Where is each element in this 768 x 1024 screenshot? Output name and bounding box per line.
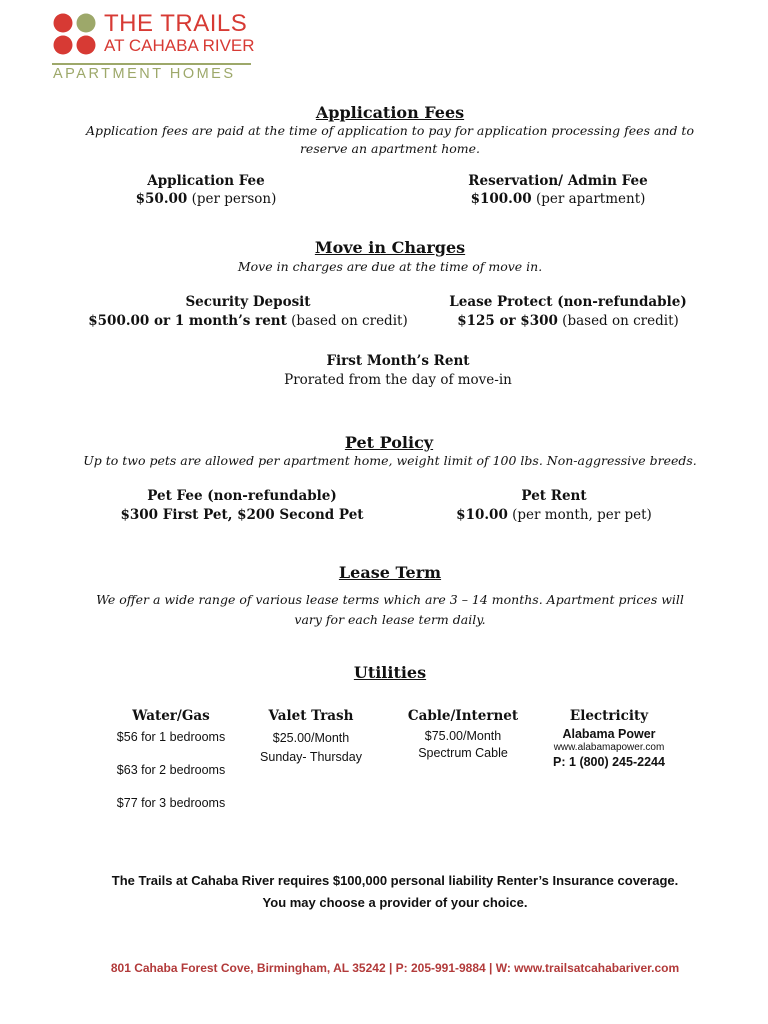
logo-dot xyxy=(77,36,96,55)
logo-dot xyxy=(77,14,96,33)
utility-electricity xyxy=(534,708,684,769)
security-deposit-label: Security Deposit xyxy=(185,294,311,310)
insurance-requirement: The Trails at Cahaba River requires $100,000 personal liability Renter’s Insurance coverage. xyxy=(111,873,679,888)
application-fee-label: Application Fee xyxy=(147,173,265,189)
move-in-intro: Move in charges are due at the time of move in. xyxy=(237,259,543,274)
insurance-provider-note: You may choose a provider of your choice. xyxy=(262,895,528,910)
electricity-provider: Alabama Power xyxy=(562,727,656,741)
pet-rent-value: $10.00 (per month, per pet) xyxy=(456,507,652,523)
security-deposit-value: $500.00 or 1 month’s rent (based on credit) xyxy=(88,313,408,329)
electricity-phone: P: 1 (800) 245-2244 xyxy=(553,755,665,769)
pet-fee-block xyxy=(82,488,402,523)
valet-trash-rate: $25.00/Month xyxy=(272,731,350,745)
move-in-heading: Move in Charges xyxy=(314,238,466,257)
pet-rent-block xyxy=(404,488,704,523)
cable-internet-rate: $75.00/Month xyxy=(424,729,502,743)
utility-cable-internet xyxy=(388,708,538,760)
lease-protect-value: $125 or $300 (based on credit) xyxy=(457,313,679,329)
logo-dot xyxy=(54,14,73,33)
security-deposit-block xyxy=(58,294,438,329)
utility-water-gas xyxy=(96,708,246,810)
logo-tagline: APARTMENT HOMES xyxy=(53,66,236,82)
cable-internet-provider: Spectrum Cable xyxy=(418,746,508,760)
logo-dots-icon xyxy=(52,12,98,58)
water-gas-rate: $56 for 1 bedrooms xyxy=(116,730,226,744)
first-month-rent-value: Prorated from the day of move-in xyxy=(284,372,512,388)
reservation-fee-block xyxy=(408,173,708,207)
reservation-fee-value: $100.00 (per apartment) xyxy=(470,191,646,207)
application-fees-intro: Application fees are paid at the time of application to pay for application processing fees and to reserve an apartment home. xyxy=(85,123,694,156)
application-fee-block xyxy=(56,173,356,207)
water-gas-rate: $77 for 3 bedrooms xyxy=(116,796,226,810)
logo-subtitle: AT CAHABA RIVER xyxy=(104,36,255,55)
logo-title: THE TRAILS xyxy=(104,10,248,37)
application-fees-heading: Application Fees xyxy=(315,103,465,122)
water-gas-label: Water/Gas xyxy=(132,708,210,724)
lease-term-intro: We offer a wide range of various lease terms which are 3 – 14 months. Apartment prices will vary for each lease term daily. xyxy=(96,592,684,627)
valet-trash-schedule: Sunday- Thursday xyxy=(260,750,362,764)
cable-internet-label: Cable/Internet xyxy=(407,708,519,724)
first-month-rent-block xyxy=(198,353,598,388)
valet-trash-label: Valet Trash xyxy=(268,708,354,724)
lease-protect-label: Lease Protect (non-refundable) xyxy=(449,294,687,310)
electricity-label: Electricity xyxy=(569,708,649,724)
utility-valet-trash xyxy=(236,708,386,764)
pet-fee-label: Pet Fee (non-refundable) xyxy=(147,488,337,504)
pet-rent-label: Pet Rent xyxy=(521,488,587,504)
electricity-website-link[interactable]: www.alabamapower.com xyxy=(553,742,665,753)
lease-term-heading: Lease Term xyxy=(338,563,442,582)
lease-protect-block xyxy=(418,294,718,329)
footer-contact: 801 Cahaba Forest Cove, Birmingham, AL 35242 | P: 205-991-9884 | W: www.trailsatcahabariver.com xyxy=(110,961,680,975)
pet-policy-heading: Pet Policy xyxy=(344,433,434,452)
logo-dot xyxy=(54,36,73,55)
logo xyxy=(52,12,262,80)
pet-policy-intro: Up to two pets are allowed per apartment home, weight limit of 100 lbs. Non-aggressive breeds. xyxy=(83,453,697,468)
application-fee-value: $50.00 (per person) xyxy=(135,191,277,207)
pet-fee-value: $300 First Pet, $200 Second Pet xyxy=(120,507,364,523)
first-month-rent-label: First Month’s Rent xyxy=(326,353,470,369)
insurance-notice xyxy=(0,870,768,914)
reservation-fee-label: Reservation/ Admin Fee xyxy=(468,173,648,189)
water-gas-rate: $63 for 2 bedrooms xyxy=(116,763,226,777)
logo-rule xyxy=(52,63,251,65)
utilities-heading: Utilities xyxy=(353,663,427,682)
